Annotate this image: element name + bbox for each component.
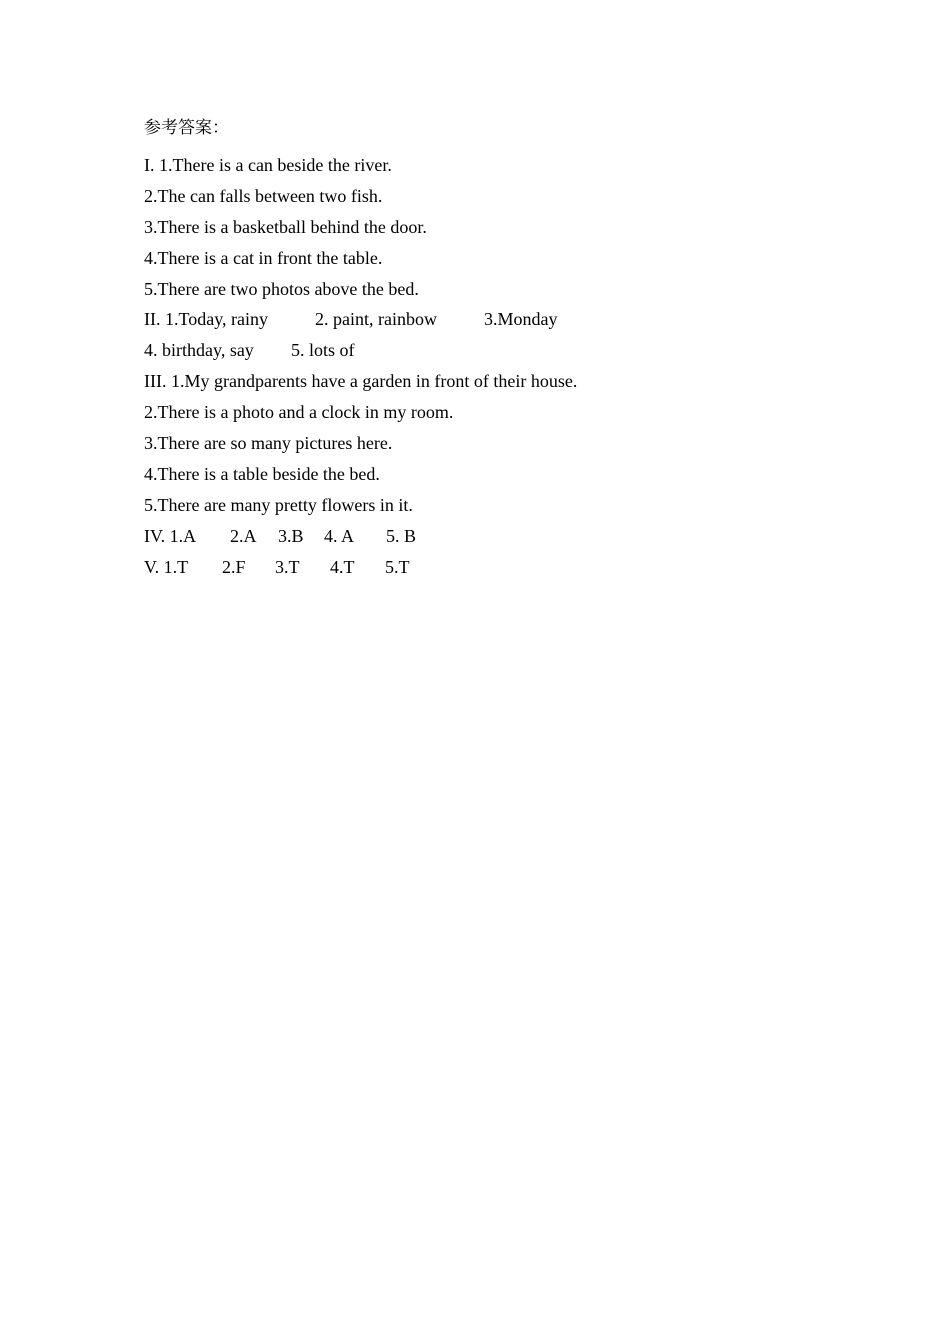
answer-line-6 [144, 304, 864, 335]
answer-line-3 [144, 212, 864, 243]
answer-text: 3.There are so many pictures here. [144, 433, 393, 454]
answer-text: 4. A [324, 525, 355, 546]
answer-key [144, 114, 864, 582]
answer-text: III. 1.My grandparents have a garden in front of their house. [144, 371, 578, 392]
answer-text: 2.There is a photo and a clock in my room. [144, 402, 454, 423]
answer-text: 4.There is a cat in front the table. [144, 247, 383, 268]
answer-text: 3.There is a basketball behind the door. [144, 216, 427, 237]
answer-line-12 [144, 490, 864, 521]
answer-line-5 [144, 274, 864, 305]
answer-text: 5. B [386, 525, 417, 546]
answer-line-13 [144, 521, 864, 552]
answer-text: IV. 1.A [144, 525, 197, 546]
answer-text: V. 1.T [144, 556, 189, 577]
answer-line-7 [144, 335, 864, 366]
answer-text: 5. lots of [291, 340, 355, 361]
answer-text: 2.The can falls between two fish. [144, 185, 383, 206]
answer-text: I. 1.There is a can beside the river. [144, 155, 392, 175]
answer-line-8 [144, 366, 864, 397]
answer-line-14 [144, 552, 864, 583]
answer-text: 4. birthday, say [144, 340, 254, 361]
answer-text: II. 1.Today, rainy [144, 309, 269, 330]
answer-text: 3.Monday [484, 309, 558, 330]
answer-text: 4.There is a table beside the bed. [144, 463, 380, 484]
answer-line-10 [144, 428, 864, 459]
answer-text: 5.There are two photos above the bed. [144, 278, 419, 299]
answer-text: 5.T [385, 556, 410, 577]
answer-line-2 [144, 181, 864, 212]
answer-line-9 [144, 397, 864, 428]
answer-line-1 [144, 150, 864, 181]
answer-text: 2.A [230, 525, 257, 546]
answer-text: 3.B [278, 525, 304, 546]
answer-key-title: 参考答案： [144, 118, 229, 138]
answer-text: 5.There are many pretty flowers in it. [144, 494, 413, 515]
answer-line-4 [144, 243, 864, 274]
answer-text: 4.T [330, 556, 355, 577]
answer-text: 3.T [275, 556, 300, 577]
answer-text: 2. paint, rainbow [315, 309, 437, 330]
answer-text: 2.F [222, 556, 246, 577]
answer-line-11 [144, 459, 864, 490]
